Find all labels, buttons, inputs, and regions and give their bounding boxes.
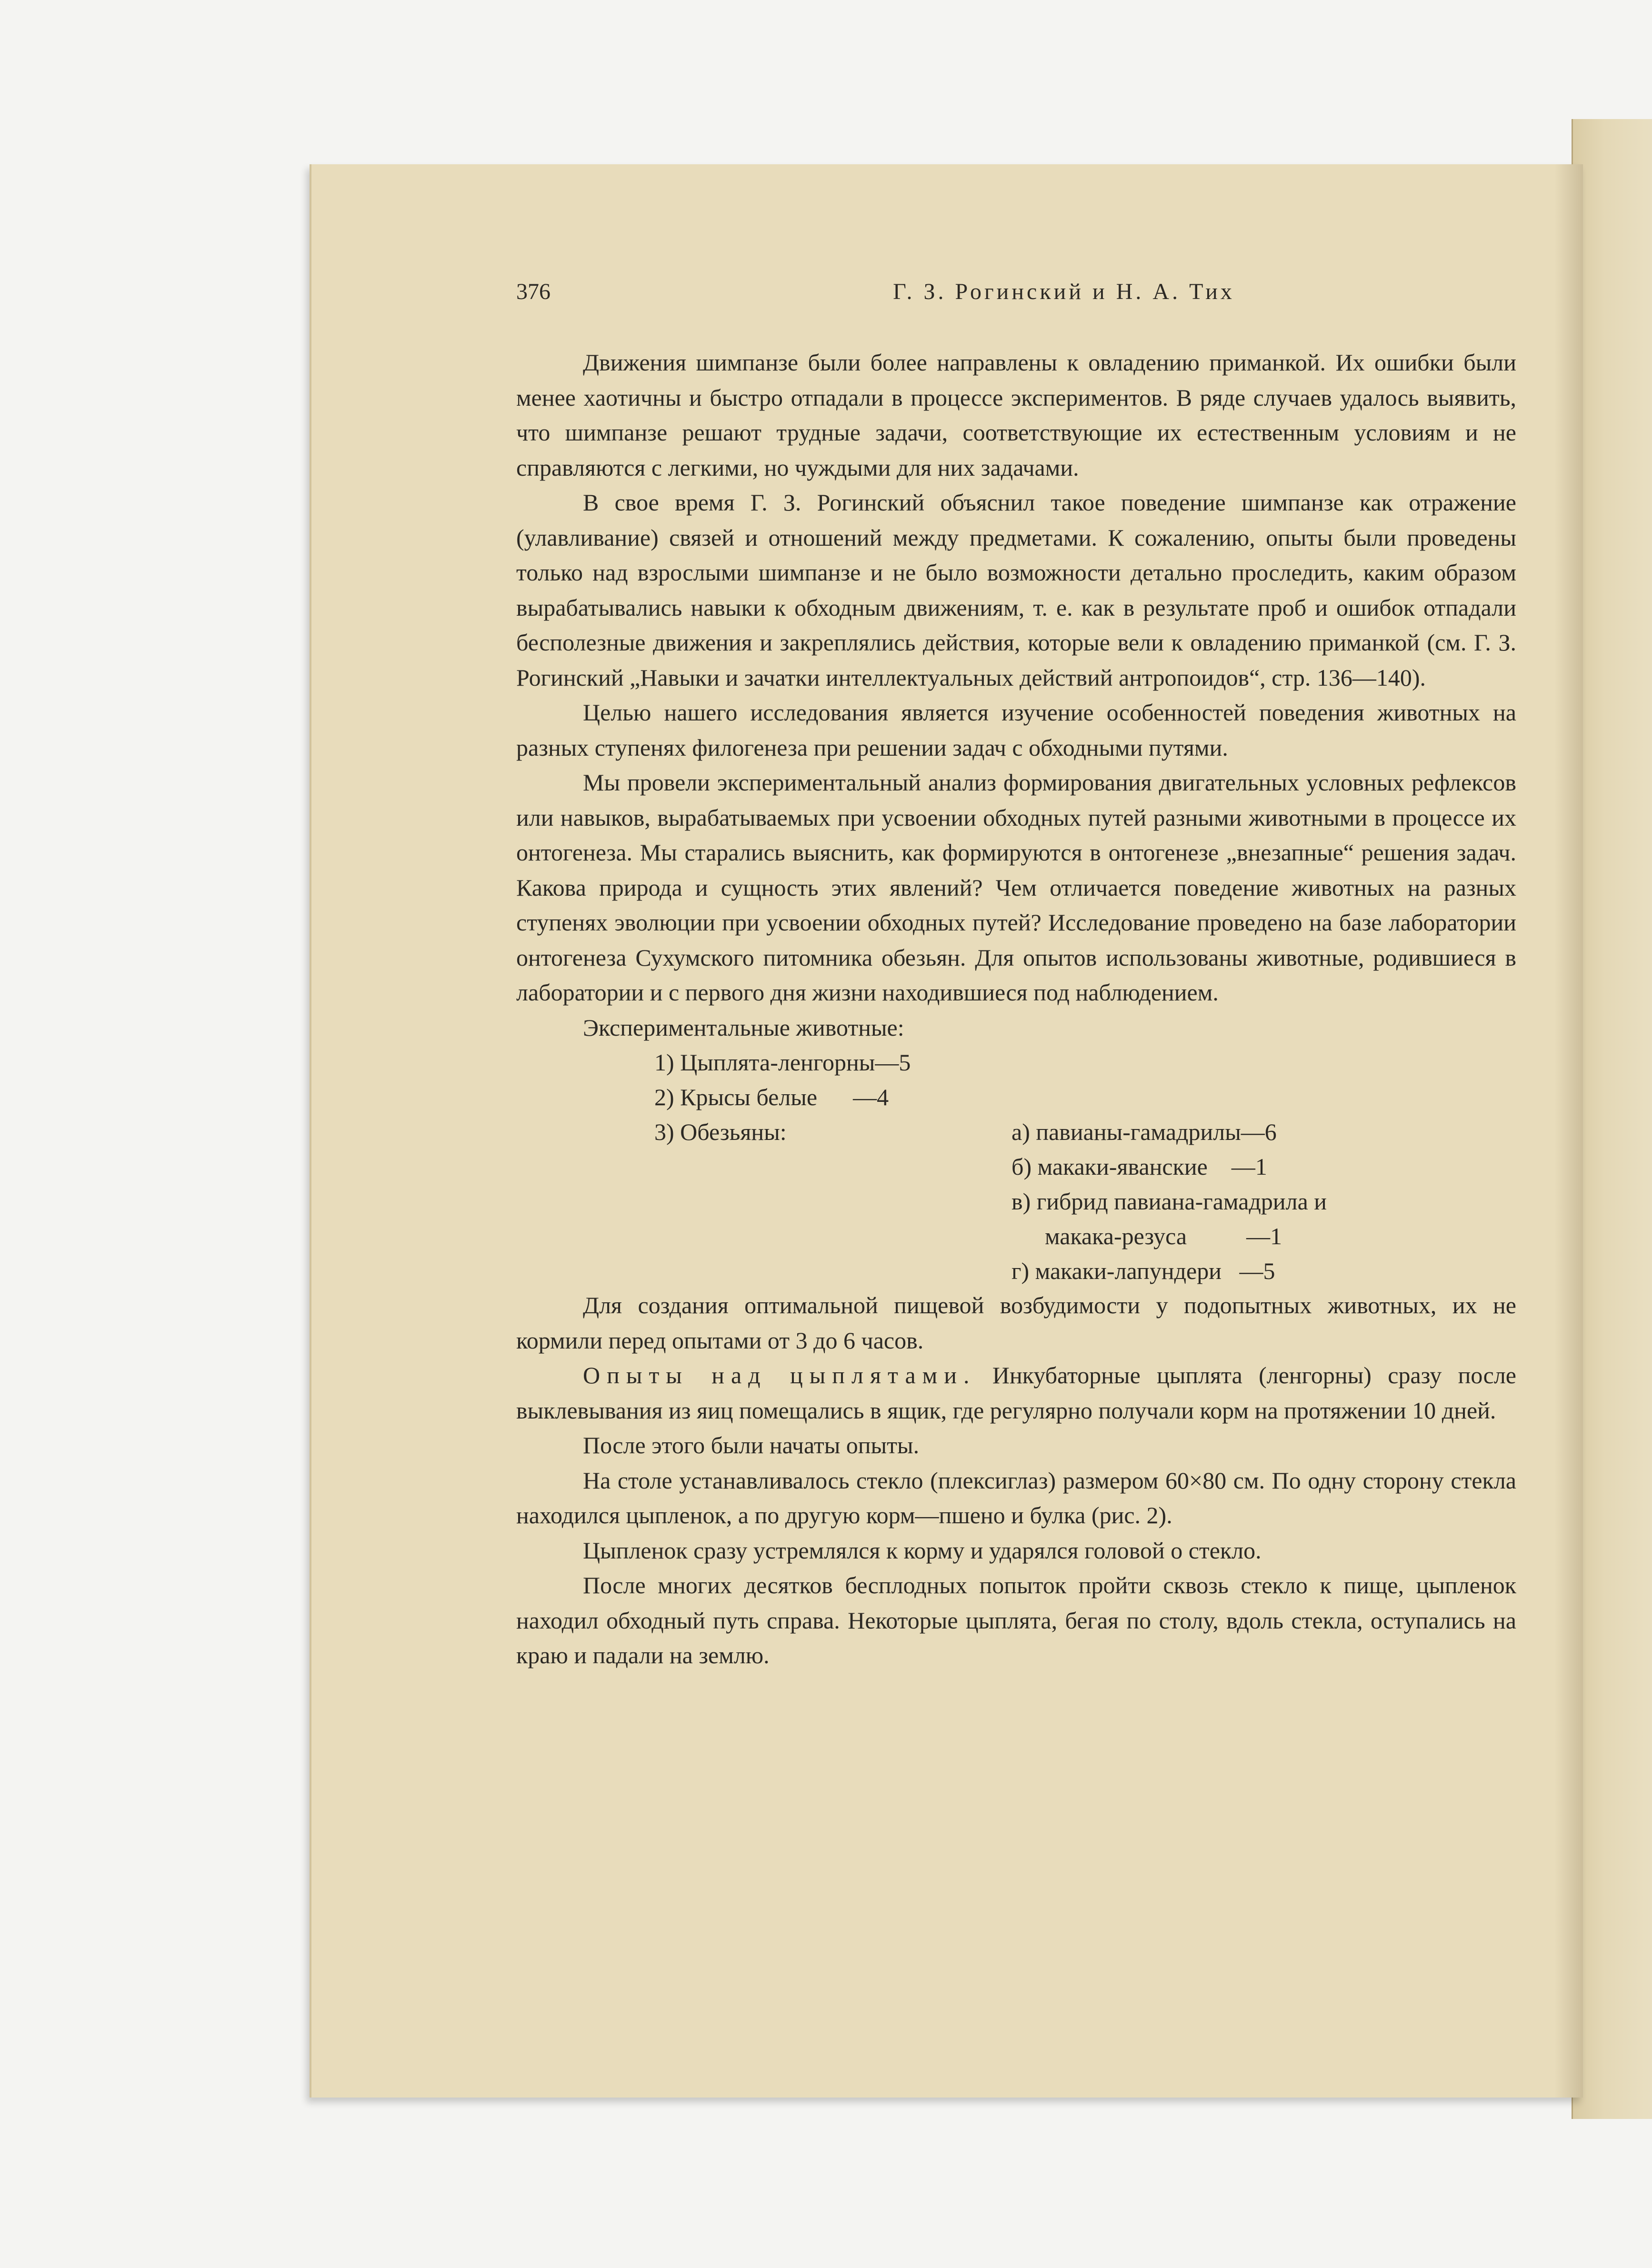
- animals-item-3: 3) Обезьяны:: [654, 1119, 787, 1145]
- animals-item-1: 1) Цыплята-ленгорны—5: [654, 1049, 911, 1076]
- paragraph-11: После многих десятков бесплодных попыток пройти сквозь стекло к пище, цыпленок находил обходный путь справа. Некоторые цыплята, бегая по столу, вдоль стекла, оступались на краю и падали на землю.: [516, 1572, 1516, 1669]
- paragraph-4: Мы провели экспериментальный анализ формирования двигательных условных рефлексов или навыков, вырабатываемых при усвоении обходных путей разными животными в процессе их онтогенеза. Мы старались выяснить, как формируются в онтогенезе „внезапные“ решения задач. Какова природа и сущность этих явлений? Чем отличается поведение животных на разных ступенях эволюции при усвоении обходных путей? Исследование проведено на базе лаборатории онтогенеза Сухумского питомника обезьян. Для опытов использованы животные, родившиеся в лаборатории и с первого дня жизни находившиеся под наблюдением.: [516, 769, 1516, 1006]
- running-head: Г. З. Рогинский и Н. А. Тих: [893, 279, 1235, 304]
- book-page: [310, 164, 1583, 2098]
- monkeys-sub-b: б) макаки-яванские —1: [1011, 1153, 1267, 1180]
- section-heading-chickens: Опыты над цыплятами.: [583, 1362, 976, 1389]
- animals-item-2: 2) Крысы белые —4: [654, 1084, 889, 1110]
- paragraph-2: В свое время Г. З. Рогинский объяснил такое поведение шимпанзе как отражение (улавливание) связей и отношений между предметами. К сожалению, опыты были проведены только над взрослыми шимпанзе и не было возможности детально проследить, каким образом вырабатывались навыки к обходным движениям, т. е. как в результате проб и ошибок отпадали бесполезные движения и закреплялись действия, которые вели к овладению приманкой (см. Г. З. Рогинский „Навыки и зачатки интеллектуальных действий антропоидов“, стр. 136—140).: [516, 489, 1516, 691]
- page-header: [516, 279, 1516, 317]
- paragraph-animals-intro: Экспериментальные животные:: [583, 1014, 904, 1041]
- paragraph-7-text: Инкубаторные цыплята (ленгорны) сразу после выклевывания из яиц помещались в ящик, где регулярно получали корм на протяжении 10 дней.: [516, 1362, 1517, 1424]
- monkeys-sub-d: г) макаки-лапундери —5: [1011, 1258, 1275, 1284]
- monkeys-sub-a: а) павианы-гамадрилы—6: [1011, 1119, 1277, 1145]
- page-number: 376: [516, 279, 551, 304]
- paragraph-7: [516, 1358, 1516, 1428]
- monkeys-sub-c-line2: макака-резуса —1: [1045, 1223, 1282, 1249]
- paragraph-8: После этого были начаты опыты.: [583, 1432, 920, 1459]
- body-text: [516, 345, 1516, 1673]
- paragraph-10: Цыпленок сразу устремлялся к корму и ударялся головой о стекло.: [583, 1537, 1262, 1564]
- paragraph-1: Движения шимпанзе были более направлены к овладению приманкой. Их ошибки были менее хаотичны и быстро отпадали в процессе экспериментов. В ряде случаев удалось выявить, что шимпанзе решают трудные задачи, соответствующие их естественным условиям и не справляются с легкими, но чуждыми для них задачами.: [516, 349, 1516, 481]
- paragraph-6: Для создания оптимальной пищевой возбудимости у подопытных животных, их не кормили перед опытами от 3 до 6 часов.: [516, 1292, 1516, 1354]
- monkeys-sub-c-line1: в) гибрид павиана-гамадрила и: [1011, 1188, 1327, 1215]
- animals-list: [516, 1045, 1516, 1288]
- page-gutter-shadow: [1554, 164, 1583, 2098]
- paragraph-3: Целью нашего исследования является изучение особенностей поведения животных на разных ступенях филогенеза при решении задач с обходными путями.: [516, 699, 1516, 761]
- next-page-edge: [1572, 119, 1652, 2119]
- paragraph-9: На столе устанавливалось стекло (плексиглаз) размером 60×80 см. По одну сторону стекла находился цыпленок, а по другую корм—пшено и булка (рис. 2).: [516, 1467, 1516, 1529]
